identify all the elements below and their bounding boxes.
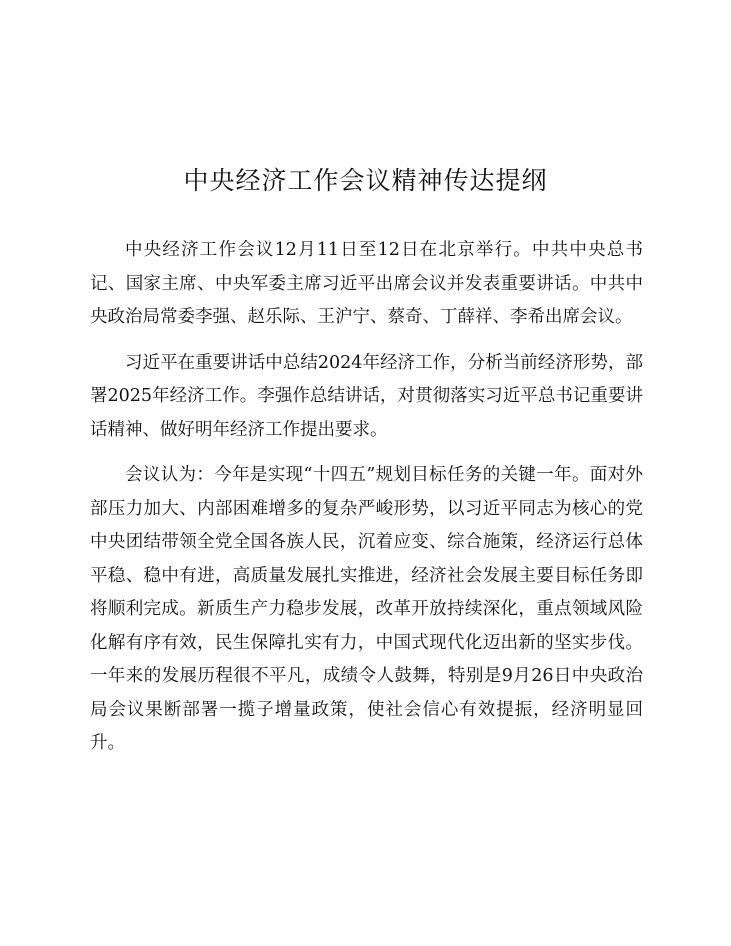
- paragraph-3: 会议认为：今年是实现“十四五”规划目标任务的关键一年。面对外部压力加大、内部困难增多的复杂严峻形势，以习近平同志为核心的党中央团结带领全党全国各族人民，沉着应变、综合施策，经济运行总体平稳、稳中有进，高质量发展扎实推进，经济社会发展主要目标任务即将顺利完成。新质生产力稳步发展，改革开放持续深化，重点领域风险化解有序有效，民生保障扎实有力，中国式现代化迈出新的坚实步伐。一年来的发展历程很不平凡，成绩令人鼓舞，特别是9月26日中央政治局会议果断部署一揽子增量政策，使社会信心有效提振，经济明显回升。: [90, 465, 643, 753]
- paragraph-2: 习近平在重要讲话中总结2024年经济工作，分析当前经济形势，部署2025年经济工作。李强作总结讲话，对贯彻落实习近平总书记重要讲话精神、做好明年经济工作提出要求。: [90, 352, 643, 440]
- document-title: 中央经济工作会议精神传达提纲: [183, 166, 548, 195]
- document-body: [90, 234, 643, 773]
- paragraph-1: 中央经济工作会议12月11日至12日在北京举行。中共中央总书记、国家主席、中央军委主席习近平出席会议并发表重要讲话。中共中央政治局常委李强、赵乐际、王沪宁、蔡奇、丁薛祥、李希出席会议。: [90, 240, 643, 327]
